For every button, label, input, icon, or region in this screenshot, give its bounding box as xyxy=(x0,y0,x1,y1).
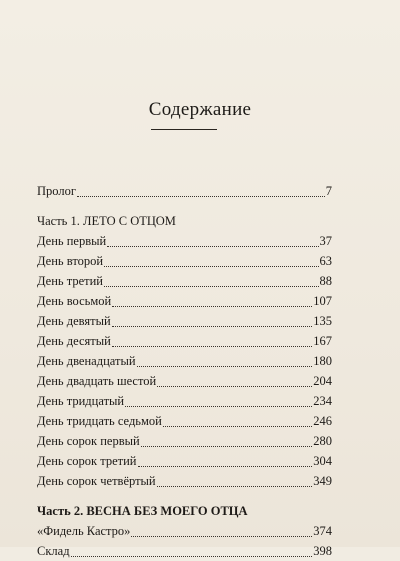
toc-entry-page: 107 xyxy=(313,294,332,308)
toc-entry-label: Пролог xyxy=(37,184,76,198)
toc-entry xyxy=(37,451,332,471)
title-underline xyxy=(151,129,217,130)
toc-entry-page: 349 xyxy=(313,474,332,488)
dot-leader xyxy=(137,366,313,367)
toc-entry-label: День тридцатый xyxy=(37,394,125,408)
toc-entry-page: 167 xyxy=(313,334,332,348)
toc-entry-label: День тридцать седьмой xyxy=(37,414,162,428)
toc-entry xyxy=(37,411,332,431)
dot-leader xyxy=(157,386,312,387)
dot-leader xyxy=(104,266,318,267)
dot-leader xyxy=(107,246,318,247)
dot-leader xyxy=(141,446,313,447)
toc-entry xyxy=(37,541,332,561)
toc-entry-label: Склад xyxy=(37,544,70,558)
dot-leader xyxy=(112,326,313,327)
toc-entry-label: День восьмой xyxy=(37,294,112,308)
toc-entry-page: 63 xyxy=(319,254,332,268)
dot-leader xyxy=(125,406,312,407)
toc-entry xyxy=(37,231,332,251)
toc-entry xyxy=(37,291,332,311)
toc-entry-page: 398 xyxy=(313,544,332,558)
toc-entry-label: День первый xyxy=(37,234,107,248)
dot-leader xyxy=(163,426,312,427)
toc-entry-label: День двенадцатый xyxy=(37,354,136,368)
dot-leader xyxy=(104,286,319,287)
toc-entry-page: 374 xyxy=(313,524,332,538)
toc-entry-label: День сорок третий xyxy=(37,454,137,468)
toc-entry-page: 304 xyxy=(313,454,332,468)
toc-entry-page: 234 xyxy=(313,394,332,408)
toc-entry-label: День десятый xyxy=(37,334,111,348)
toc-entry-page: 204 xyxy=(313,374,332,388)
toc-entry-page: 37 xyxy=(319,234,332,248)
dot-leader xyxy=(131,536,312,537)
toc-entry-label: День второй xyxy=(37,254,104,268)
toc-entry-page: 280 xyxy=(313,434,332,448)
toc-entry xyxy=(37,271,332,291)
toc-entry-page: 7 xyxy=(325,184,332,198)
toc-entry-label: «Фидель Кастро» xyxy=(37,524,131,538)
toc-entry xyxy=(37,431,332,451)
toc-entry-prologue xyxy=(37,181,332,201)
dot-leader xyxy=(112,346,312,347)
dot-leader xyxy=(138,466,313,467)
toc-entry-page: 135 xyxy=(313,314,332,328)
toc-entry xyxy=(37,391,332,411)
dot-leader xyxy=(77,196,325,197)
part-2-heading: Часть 2. ВЕСНА БЕЗ МОЕГО ОТЦА xyxy=(37,504,248,518)
toc-entry xyxy=(37,331,332,351)
dot-leader xyxy=(157,486,313,487)
toc-entry xyxy=(37,521,332,541)
toc-entry xyxy=(37,251,332,271)
table-of-contents xyxy=(37,181,332,561)
dot-leader xyxy=(112,306,312,307)
toc-entry-label: День третий xyxy=(37,274,103,288)
page-title: Содержание xyxy=(148,99,252,120)
toc-entry xyxy=(37,351,332,371)
part-1-heading: Часть 1. ЛЕТО С ОТЦОМ xyxy=(37,214,176,228)
toc-entry-page: 180 xyxy=(313,354,332,368)
toc-entry-label: День сорок четвёртый xyxy=(37,474,156,488)
toc-entry xyxy=(37,311,332,331)
toc-entry-label: День сорок первый xyxy=(37,434,140,448)
toc-entry xyxy=(37,471,332,491)
toc-entry-page: 246 xyxy=(313,414,332,428)
toc-entry xyxy=(37,371,332,391)
toc-entry-label: День девятый xyxy=(37,314,111,328)
dot-leader xyxy=(71,556,313,557)
toc-entry-label: День двадцать шестой xyxy=(37,374,157,388)
toc-entry-page: 88 xyxy=(319,274,332,288)
